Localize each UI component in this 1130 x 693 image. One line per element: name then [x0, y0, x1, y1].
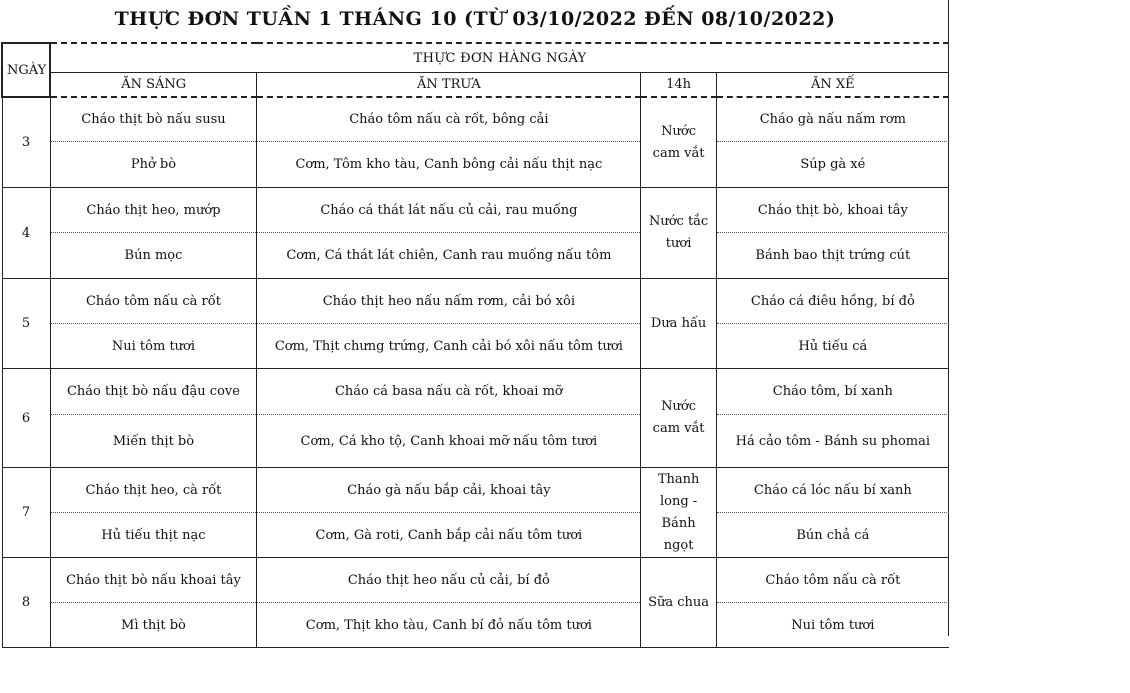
lunch-cell[interactable]: Cơm, Gà roti, Canh bắp cải nấu tôm tươi: [257, 513, 641, 558]
table-row: [2, 603, 949, 648]
table-row: [2, 513, 949, 558]
table-row: [2, 468, 949, 513]
weekly-menu-table: [1, 42, 949, 648]
breakfast-cell[interactable]: Cháo thịt heo, cà rốt: [50, 468, 257, 513]
snack-cell[interactable]: Cháo thịt bò, khoai tây: [716, 188, 949, 233]
snack-cell[interactable]: Há cảo tôm - Bánh su phomai: [716, 415, 949, 468]
table-row: [2, 279, 949, 324]
lunch-cell[interactable]: Cháo gà nấu bắp cải, khoai tây: [257, 468, 641, 513]
lunch-cell[interactable]: Cháo thịt heo nấu nấm rơm, cải bó xôi: [257, 279, 641, 324]
breakfast-cell[interactable]: Cháo tôm nấu cà rốt: [50, 279, 257, 324]
snack-cell[interactable]: Nui tôm tươi: [716, 603, 949, 648]
header-afternoon[interactable]: 14h: [641, 73, 716, 98]
breakfast-cell[interactable]: Cháo thịt bò nấu khoai tây: [50, 558, 257, 603]
day-cell[interactable]: 4: [2, 188, 50, 279]
lunch-cell[interactable]: Cơm, Cá thát lát chiên, Canh rau muống nấu tôm: [257, 233, 641, 279]
day-cell[interactable]: 8: [2, 558, 50, 648]
lunch-cell[interactable]: Cơm, Thịt chưng trứng, Canh cải bó xôi nấu tôm tươi: [257, 324, 641, 369]
afternoon-cell[interactable]: Thanh long - Bánh ngọt: [641, 468, 716, 558]
header-daily-menu[interactable]: THỰC ĐƠN HÀNG NGÀY: [50, 43, 949, 73]
lunch-cell[interactable]: Cơm, Tôm kho tàu, Canh bông cải nấu thịt nạc: [257, 142, 641, 188]
lunch-cell[interactable]: Cháo cá basa nấu cà rốt, khoai mỡ: [257, 369, 641, 415]
table-row: [2, 142, 949, 188]
table-row: [2, 97, 949, 142]
lunch-cell[interactable]: Cháo thịt heo nấu củ cải, bí đỏ: [257, 558, 641, 603]
afternoon-cell[interactable]: Sữa chua: [641, 558, 716, 648]
snack-cell[interactable]: Cháo tôm nấu cà rốt: [716, 558, 949, 603]
header-snack[interactable]: ĂN XẾ: [716, 73, 949, 98]
lunch-cell[interactable]: Cơm, Cá kho tộ, Canh khoai mỡ nấu tôm tươi: [257, 415, 641, 468]
snack-cell[interactable]: Cháo cá lóc nấu bí xanh: [716, 468, 949, 513]
snack-cell[interactable]: Cháo tôm, bí xanh: [716, 369, 949, 415]
afternoon-cell[interactable]: Nước cam vắt: [641, 97, 716, 188]
header-lunch[interactable]: ĂN TRƯA: [257, 73, 641, 98]
snack-cell[interactable]: Hủ tiếu cá: [716, 324, 949, 369]
table-row: [2, 415, 949, 468]
header-day[interactable]: NGÀY: [2, 43, 50, 97]
breakfast-cell[interactable]: Cháo thịt bò nấu susu: [50, 97, 257, 142]
snack-cell[interactable]: Cháo cá điêu hồng, bí đỏ: [716, 279, 949, 324]
afternoon-cell[interactable]: Dưa hấu: [641, 279, 716, 369]
breakfast-cell[interactable]: Miến thịt bò: [50, 415, 257, 468]
day-cell[interactable]: 7: [2, 468, 50, 558]
table-row: [2, 233, 949, 279]
day-cell[interactable]: 3: [2, 97, 50, 188]
snack-cell[interactable]: Bánh bao thịt trứng cút: [716, 233, 949, 279]
menu-title: THỰC ĐƠN TUẦN 1 THÁNG 10 (TỪ 03/10/2022 ĐẾN 08/10/2022): [114, 8, 836, 30]
breakfast-cell[interactable]: Cháo thịt heo, mướp: [50, 188, 257, 233]
snack-cell[interactable]: Bún chả cá: [716, 513, 949, 558]
header-row-top: [2, 43, 949, 73]
header-breakfast[interactable]: ĂN SÁNG: [50, 73, 257, 98]
lunch-cell[interactable]: Cháo cá thát lát nấu củ cải, rau muống: [257, 188, 641, 233]
day-cell[interactable]: 5: [2, 279, 50, 369]
table-row: [2, 188, 949, 233]
snack-cell[interactable]: Cháo gà nấu nấm rơm: [716, 97, 949, 142]
day-cell[interactable]: 6: [2, 369, 50, 468]
table-row: [2, 558, 949, 603]
breakfast-cell[interactable]: Bún mọc: [50, 233, 257, 279]
lunch-cell[interactable]: Cơm, Thịt kho tàu, Canh bí đỏ nấu tôm tươi: [257, 603, 641, 648]
lunch-cell[interactable]: Cháo tôm nấu cà rốt, bông cải: [257, 97, 641, 142]
breakfast-cell[interactable]: Phở bò: [50, 142, 257, 188]
afternoon-cell[interactable]: Nước tắc tươi: [641, 188, 716, 279]
table-row: [2, 369, 949, 415]
afternoon-cell[interactable]: Nước cam vắt: [641, 369, 716, 468]
breakfast-cell[interactable]: Nui tôm tươi: [50, 324, 257, 369]
table-row: [2, 324, 949, 369]
breakfast-cell[interactable]: Cháo thịt bò nấu đậu cove: [50, 369, 257, 415]
header-row-meals: [2, 73, 949, 98]
snack-cell[interactable]: Súp gà xé: [716, 142, 949, 188]
breakfast-cell[interactable]: Mì thịt bò: [50, 603, 257, 648]
breakfast-cell[interactable]: Hủ tiếu thịt nạc: [50, 513, 257, 558]
